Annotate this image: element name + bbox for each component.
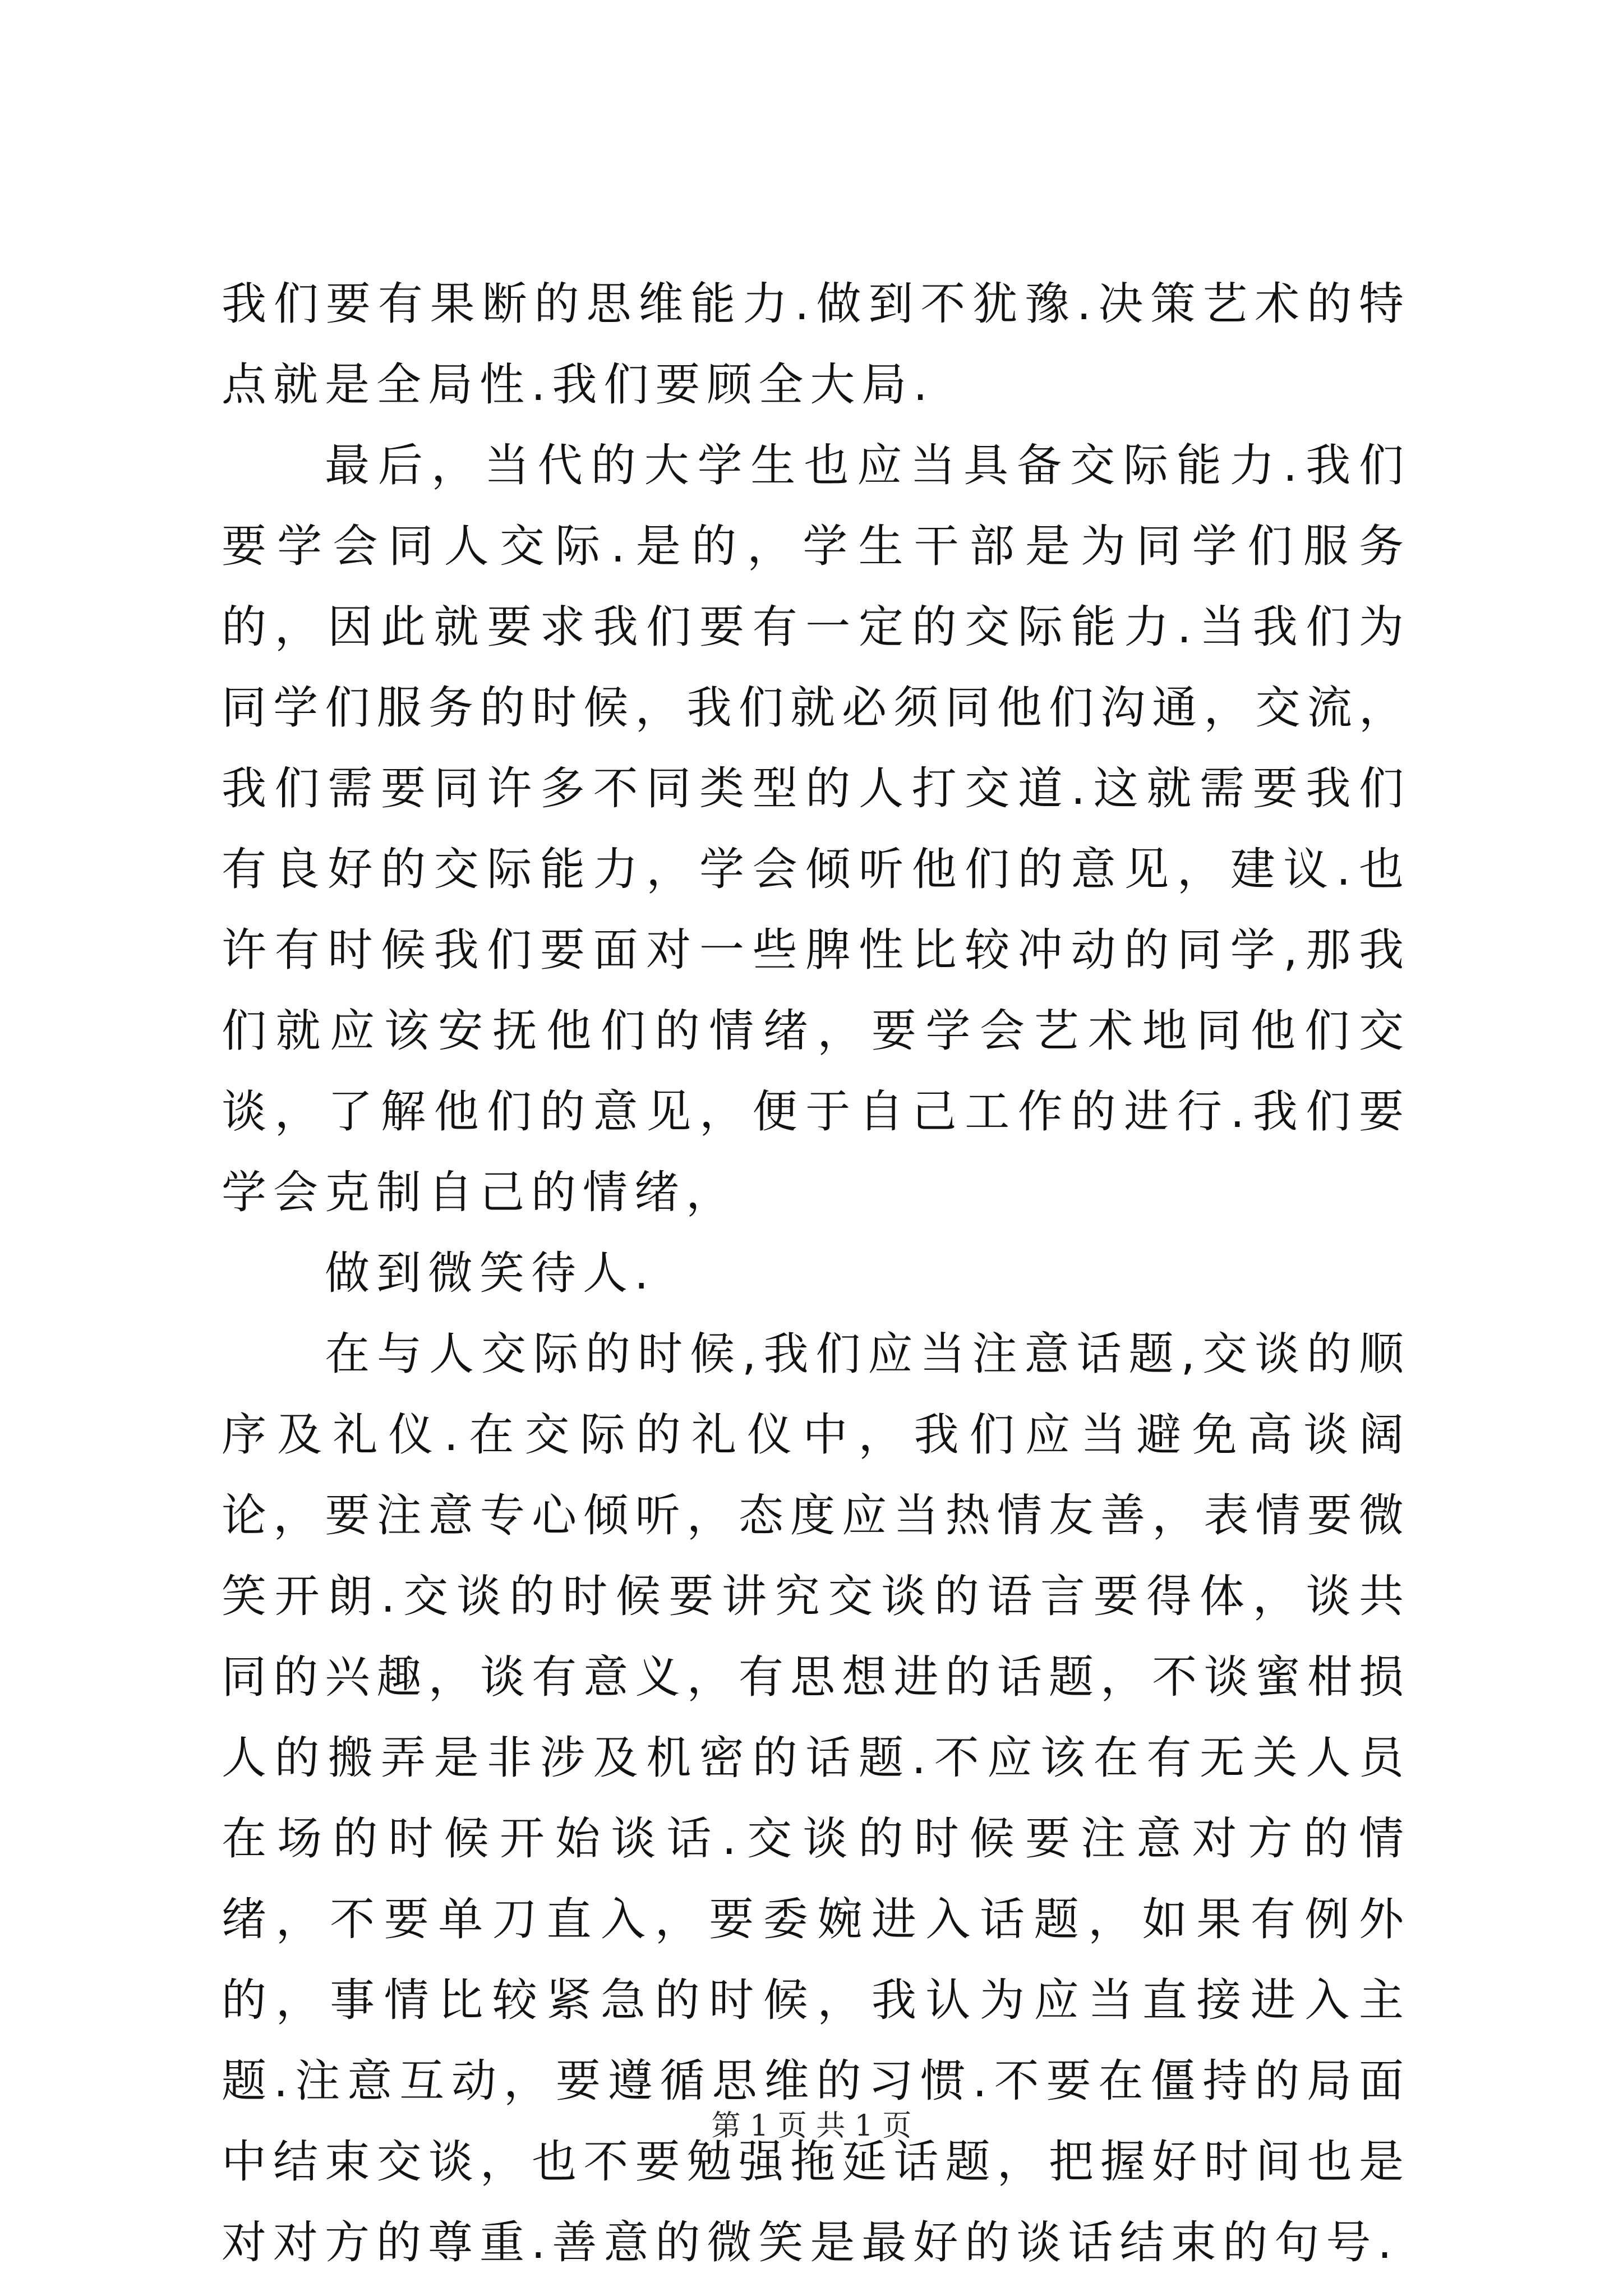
document-body bbox=[222, 264, 1410, 2283]
page-number-footer: 第 1 页 共 1 页 bbox=[711, 2109, 912, 2143]
paragraph-smile: 做到微笑待人. bbox=[325, 1247, 656, 1299]
paragraph-continuation: 我们要有果断的思维能力.做到不犹豫.决策艺术的特点就是全局性.我们要顾全大局. bbox=[222, 278, 1410, 411]
paragraph-social-skills: 最后，当代的大学生也应当具备交际能力.我们要学会同人交际.是的，学生干部是为同学们服务的，因此就要求我们要有一定的交际能力.当我们为同学们服务的时候，我们就必须同他们沟通，交流，我们需要同许多不同类型的人打交道.这就需要我们有良好的交际能力，学会倾听他们的意见，建议.也许有时候我们要面对一些脾性比较冲动的同学,那我们就应该安抚他们的情绪，要学会艺术地同他们交谈，了解他们的意见，便于自己工作的进行.我们要学会克制自己的情绪， bbox=[222, 439, 1410, 1218]
paragraph-conversation-etiquette: 在与人交际的时候,我们应当注意话题,交谈的顺序及礼仪.在交际的礼仪中，我们应当避免高谈阔论，要注意专心倾听，态度应当热情友善，表情要微笑开朗.交谈的时候要讲究交谈的语言要得体，谈共同的兴趣，谈有意义，有思想进的话题，不谈蜜柑损人的搬弄是非涉及机密的话题.不应该在有无关人员在场的时候开始谈话.交谈的时候要注意对方的情绪，不要单刀直入，要委婉进入话题，如果有例外的，事情比较紧急的时候，我认为应当直接进入主题.注意互动，要遵循思维的习惯.不要在僵持的局面中结束交谈，也不要勉强拖延话题，把握好时间也是对对方的尊重.善意的微笑是最好的谈话结束的句号. bbox=[222, 1328, 1410, 2269]
